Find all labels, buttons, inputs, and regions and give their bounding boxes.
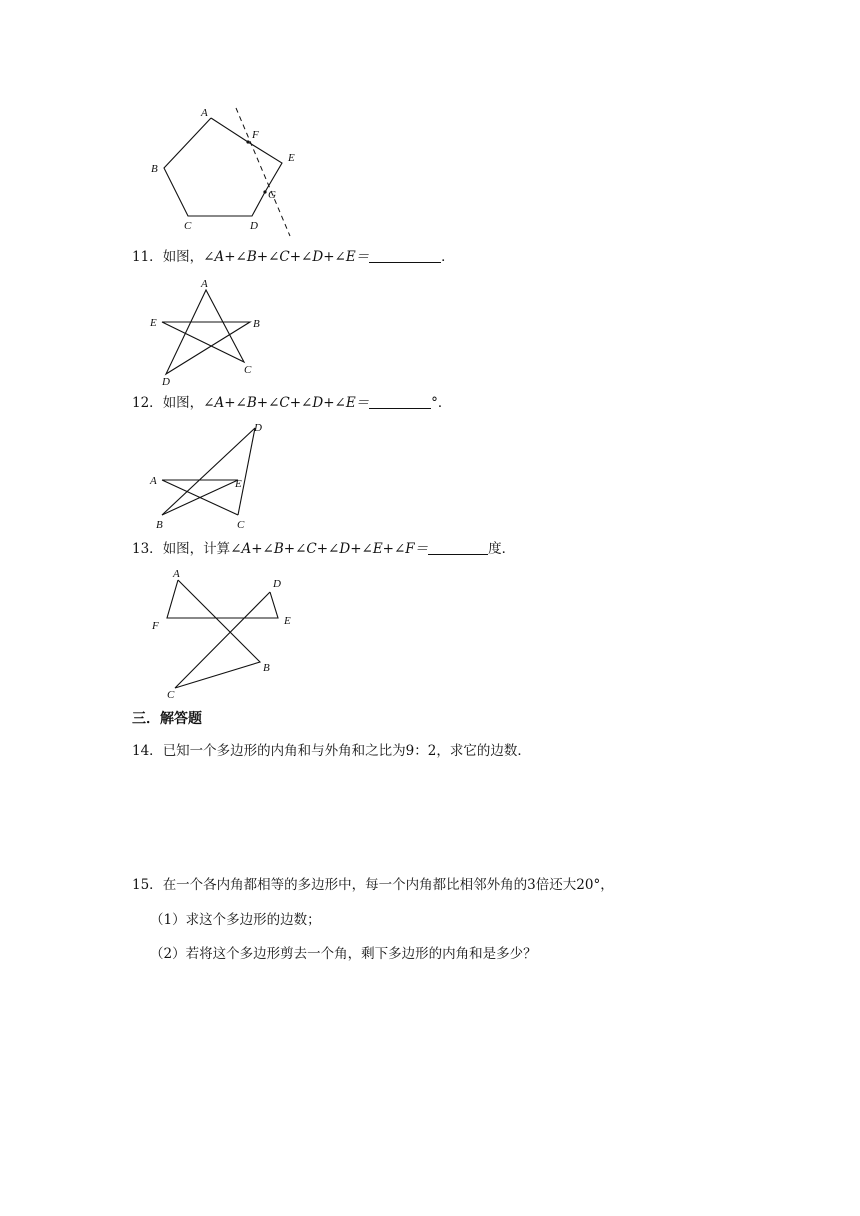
pentagon-figure [140, 100, 310, 240]
label-a: A [173, 568, 180, 580]
label-e: E [288, 152, 295, 164]
section-title: 三．解答题 [132, 711, 202, 727]
question-11 [132, 247, 455, 267]
question-lead: 如图， [162, 249, 204, 265]
label-a: A [150, 475, 157, 487]
label-b: B [253, 318, 260, 330]
answer-blank[interactable] [369, 248, 441, 263]
pentagon-outline [164, 118, 282, 216]
angle-expression: ∠A+∠B+∠C+∠D+∠E＝ [203, 249, 370, 265]
label-d: D [273, 578, 281, 590]
fig12-figure [140, 418, 280, 533]
question-15 [132, 875, 614, 895]
label-e: E [150, 317, 157, 329]
label-d: D [162, 376, 170, 388]
label-b: B [263, 662, 270, 674]
label-d: D [254, 422, 262, 434]
label-a: A [201, 107, 208, 119]
question-number: 12． [132, 395, 163, 411]
angle-expression: ∠A+∠B+∠C+∠D+∠E＝ [203, 395, 370, 411]
question-15-part-2: （2）若将这个多边形剪去一个角，剩下多边形的内角和是多少？ [150, 946, 537, 962]
question-13 [132, 539, 515, 559]
label-e: E [235, 478, 242, 490]
question-text: 已知一个多边形的内角和与外角和之比为9：2，求它的边数． [162, 743, 531, 759]
question-14 [132, 741, 531, 761]
label-a: A [201, 278, 208, 290]
question-number: 15． [132, 877, 163, 893]
star-figure [140, 270, 280, 390]
label-c: C [167, 689, 175, 701]
label-b: B [151, 163, 158, 175]
label-b: B [156, 519, 163, 531]
question-number: 11． [132, 249, 163, 265]
label-f: F [152, 620, 159, 632]
question-lead: 如图， [162, 395, 204, 411]
label-g: G [268, 189, 276, 201]
question-tail: °． [431, 395, 452, 411]
label-c: C [184, 220, 192, 232]
question-tail: 度． [488, 541, 516, 557]
label-f: F [252, 129, 259, 141]
question-text: 在一个各内角都相等的多边形中，每一个内角都比相邻外角的3倍还大20°， [162, 877, 614, 893]
label-d: D [250, 220, 258, 232]
label-e: E [284, 615, 291, 627]
question-tail: ． [441, 249, 455, 265]
fig13-figure [140, 562, 310, 707]
angle-expression: ∠A+∠B+∠C+∠D+∠E+∠F＝ [230, 541, 429, 557]
answer-blank[interactable] [428, 540, 488, 555]
label-c: C [237, 519, 245, 531]
question-15-part-1: （1）求这个多边形的边数； [150, 912, 321, 928]
segment-abcd [175, 580, 270, 688]
question-number: 14． [132, 743, 163, 759]
star-outline [162, 290, 250, 374]
question-number: 13． [132, 541, 163, 557]
question-12 [132, 393, 451, 413]
question-lead: 如图，计算 [162, 541, 231, 557]
label-c: C [244, 364, 252, 376]
answer-blank[interactable] [369, 394, 431, 409]
cut-line [236, 108, 290, 236]
